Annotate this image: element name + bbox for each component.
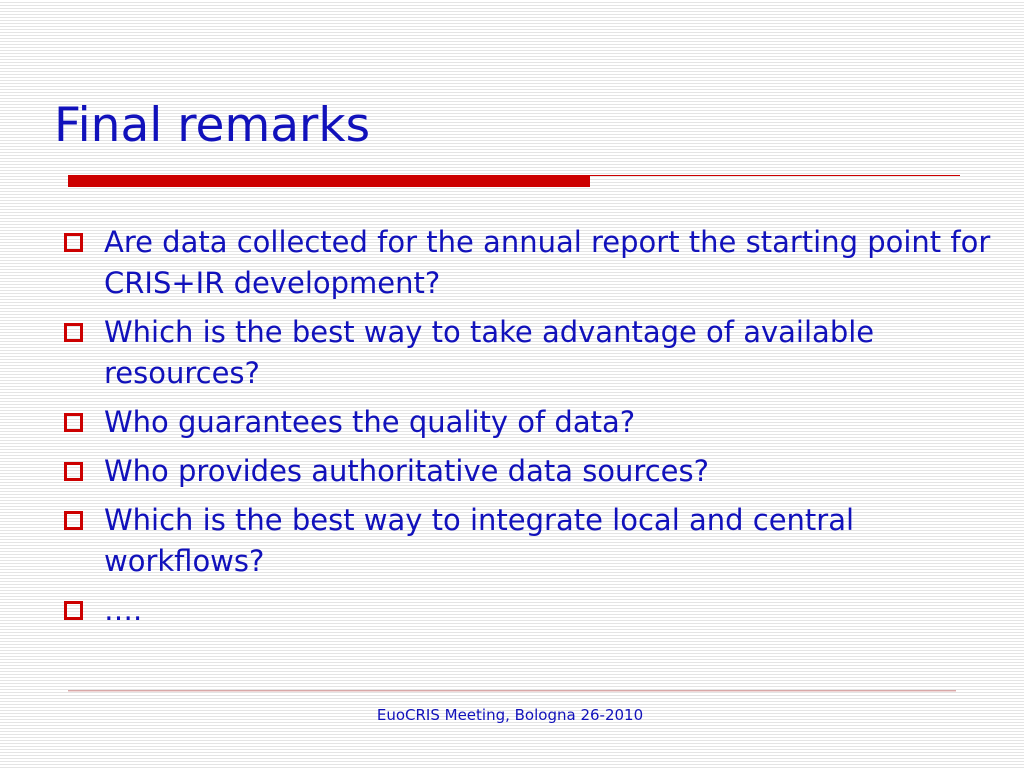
bullet-list: [62, 222, 1012, 639]
bullet-item: [62, 451, 1012, 492]
bullet-text: Who guarantees the quality of data?: [104, 405, 636, 439]
hollow-square-icon: [64, 413, 83, 432]
footer-text: EuoCRIS Meeting, Bologna 26-2010: [376, 706, 644, 724]
bullet-text: Are data collected for the annual report the starting point for CRIS+IR development?: [104, 225, 991, 300]
bullet-item: [62, 590, 1012, 631]
hollow-square-icon: [64, 323, 83, 342]
bullet-item: [62, 312, 1012, 394]
bullet-text: Who provides authoritative data sources?: [104, 454, 710, 488]
hollow-square-icon: [64, 511, 83, 530]
hollow-square-icon: [64, 601, 83, 620]
bullet-text: ….: [104, 593, 143, 627]
footer-divider: [68, 690, 956, 692]
bullet-item: [62, 402, 1012, 443]
bullet-item: [62, 222, 1012, 304]
bullet-text: Which is the best way to take advantage of available resources?: [104, 315, 875, 390]
title-underline-thick: [68, 175, 590, 187]
hollow-square-icon: [64, 233, 83, 252]
bullet-text: Which is the best way to integrate local and central workflows?: [104, 503, 855, 578]
hollow-square-icon: [64, 462, 83, 481]
bullet-item: [62, 500, 1012, 582]
slide-title: Final remarks: [54, 98, 371, 153]
title-underline-thin: [590, 175, 960, 176]
